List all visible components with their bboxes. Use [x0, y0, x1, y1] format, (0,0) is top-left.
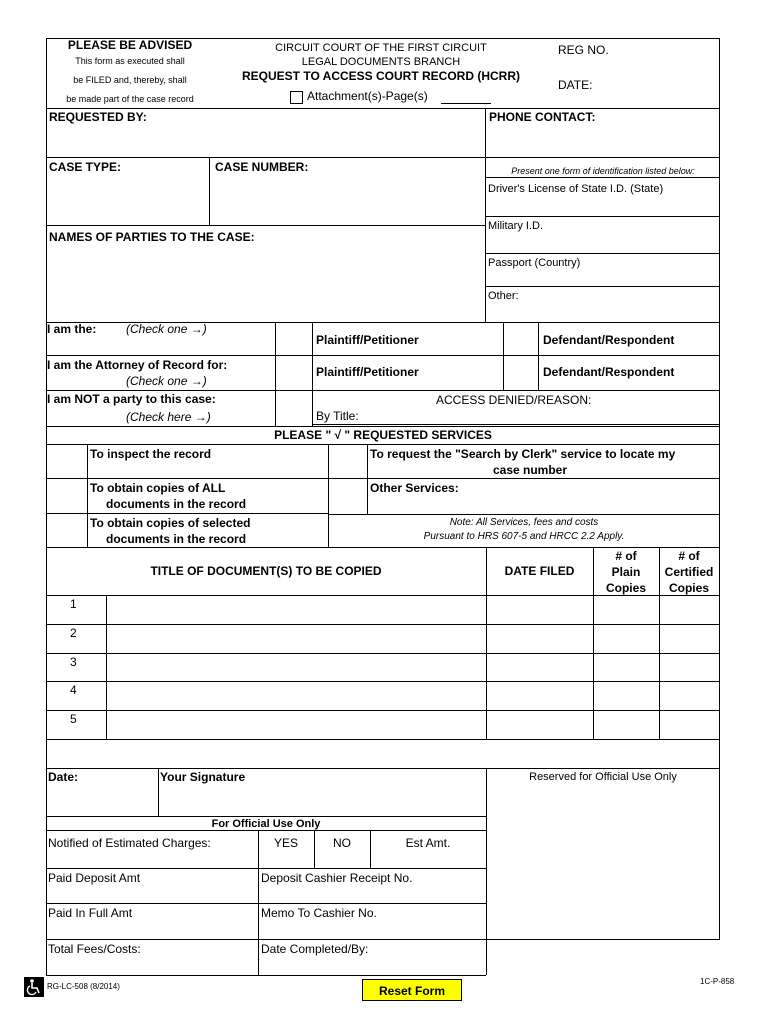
plain-copies-header-1: # of: [615, 549, 637, 563]
plaintiff-checkbox-1[interactable]: [276, 323, 311, 354]
phone-contact-field[interactable]: [486, 124, 718, 157]
id-passport[interactable]: Passport (Country): [488, 257, 581, 269]
yes-option[interactable]: YES: [273, 836, 298, 850]
branch-name: LEGAL DOCUMENTS BRANCH: [301, 56, 461, 68]
check-one-hint-1: (Check one →): [126, 322, 207, 336]
form-code: RG-LC-508 (8/2014): [47, 982, 120, 991]
case-number-field[interactable]: [210, 176, 484, 224]
copies-all-checkbox[interactable]: [47, 479, 86, 512]
advised-line2: be FILED and, thereby, shall: [73, 75, 187, 85]
est-amt-label: Est Amt.: [405, 836, 451, 850]
official-use-header: For Official Use Only: [211, 818, 321, 830]
signature-label: Your Signature: [160, 770, 246, 784]
not-party-label: I am NOT a party to this case:: [47, 392, 216, 406]
reserved-official-label: Reserved for Official Use Only: [529, 771, 677, 783]
check-here-hint: (Check here →): [126, 410, 211, 424]
parties-field[interactable]: [47, 246, 484, 322]
by-title-label: By Title:: [316, 409, 359, 423]
doc-title-header: TITLE OF DOCUMENT(S) TO BE COPIED: [150, 564, 382, 578]
inspect-label: To inspect the record: [90, 447, 212, 461]
case-type-field[interactable]: [47, 176, 208, 224]
plaintiff-label-2: Plaintiff/Petitioner: [316, 365, 419, 379]
doc-title-field[interactable]: [107, 711, 485, 738]
row-number: 4: [70, 683, 77, 697]
id-drivers-license[interactable]: Driver's License of State I.D. (State): [488, 183, 664, 195]
copies-all-line1: To obtain copies of ALL: [90, 481, 226, 495]
total-fees-label: Total Fees/Costs:: [48, 942, 141, 956]
memo-cashier-label: Memo To Cashier No.: [261, 906, 377, 920]
plaintiff-checkbox-2[interactable]: [276, 356, 311, 389]
form-title: REQUEST TO ACCESS COURT RECORD (HCRR): [241, 69, 520, 83]
search-clerk-line2: case number: [492, 463, 568, 477]
case-number-label: CASE NUMBER:: [215, 160, 309, 174]
form-number: 1C-P-858: [700, 977, 735, 986]
i-am-label: I am the:: [47, 322, 97, 336]
advised-line3: be made part of the case record: [66, 94, 194, 104]
parties-label: NAMES OF PARTIES TO THE CASE:: [49, 230, 255, 244]
reg-no-label: REG NO.: [558, 43, 609, 57]
id-military[interactable]: Military I.D.: [488, 220, 543, 232]
row-number: 2: [70, 626, 77, 640]
doc-title-field[interactable]: [107, 596, 485, 623]
doc-title-field[interactable]: [107, 654, 485, 680]
certified-copies-header-3: Copies: [668, 581, 709, 595]
services-header: PLEASE " √ " REQUESTED SERVICES: [274, 428, 492, 442]
certified-copies-header-2: Certified: [664, 565, 714, 579]
defendant-checkbox-2[interactable]: [504, 356, 537, 389]
plain-copies-header-3: Copies: [605, 581, 646, 595]
attachment-checkbox[interactable]: [290, 91, 303, 104]
id-instruction: Present one form of identification listed below:: [511, 166, 695, 176]
court-name: CIRCUIT COURT OF THE FIRST CIRCUIT: [275, 42, 487, 54]
copies-selected-line2: documents in the record: [106, 532, 247, 546]
attorney-label: I am the Attorney of Record for:: [47, 358, 228, 372]
copies-selected-checkbox[interactable]: [47, 514, 86, 546]
not-party-checkbox[interactable]: [276, 391, 311, 425]
search-clerk-line1: To request the "Search by Clerk" service to locate my: [370, 447, 676, 461]
other-services-checkbox[interactable]: [329, 479, 366, 513]
paid-deposit-label: Paid Deposit Amt: [48, 871, 141, 885]
sign-date-field[interactable]: [47, 786, 157, 815]
search-clerk-checkbox[interactable]: [329, 445, 366, 477]
wheelchair-icon: [24, 977, 44, 997]
date-completed-label: Date Completed/By:: [261, 942, 369, 956]
certified-copies-header-1: # of: [678, 549, 700, 563]
check-one-hint-2: (Check one →): [126, 374, 207, 388]
access-denied-label: ACCESS DENIED/REASON:: [436, 393, 592, 407]
paid-full-label: Paid In Full Amt: [48, 906, 133, 920]
deposit-receipt-label: Deposit Cashier Receipt No.: [261, 871, 413, 885]
doc-title-field[interactable]: [107, 625, 485, 652]
id-other[interactable]: Other:: [488, 290, 519, 302]
sign-date-label: Date:: [48, 770, 79, 784]
advised-title: PLEASE BE ADVISED: [67, 38, 193, 52]
notified-charges-label: Notified of Estimated Charges:: [48, 836, 211, 850]
defendant-checkbox-1[interactable]: [504, 323, 537, 354]
plain-copies-header-2: Plain: [611, 565, 641, 579]
doc-title-field[interactable]: [107, 682, 485, 709]
requested-by-label: REQUESTED BY:: [49, 110, 147, 124]
advised-line1: This form as executed shall: [75, 56, 185, 66]
other-services-label: Other Services:: [370, 481, 459, 495]
services-note-line1: Note: All Services, fees and costs: [449, 517, 599, 528]
reset-form-button[interactable]: Reset Form: [362, 979, 462, 1001]
no-option[interactable]: NO: [333, 836, 351, 850]
defendant-label-2: Defendant/Respondent: [543, 365, 675, 379]
phone-contact-label: PHONE CONTACT:: [489, 110, 596, 124]
services-note-line2: Pursuant to HRS 607-5 and HRCC 2.2 Apply.: [423, 531, 625, 542]
date-filed-header: DATE FILED: [504, 564, 575, 578]
date-label: DATE:: [558, 78, 593, 92]
plaintiff-label-1: Plaintiff/Petitioner: [316, 333, 419, 347]
row-number: 1: [70, 597, 77, 611]
attachment-label: Attachment(s)-Page(s): [307, 89, 428, 103]
copies-selected-line1: To obtain copies of selected: [90, 516, 251, 530]
inspect-checkbox[interactable]: [47, 445, 86, 477]
row-number: 5: [70, 712, 77, 726]
requested-by-field[interactable]: [47, 124, 484, 157]
case-type-label: CASE TYPE:: [49, 160, 122, 174]
defendant-label-1: Defendant/Respondent: [543, 333, 675, 347]
copies-all-line2: documents in the record: [106, 497, 247, 511]
row-number: 3: [70, 655, 77, 669]
signature-field[interactable]: [159, 786, 485, 815]
